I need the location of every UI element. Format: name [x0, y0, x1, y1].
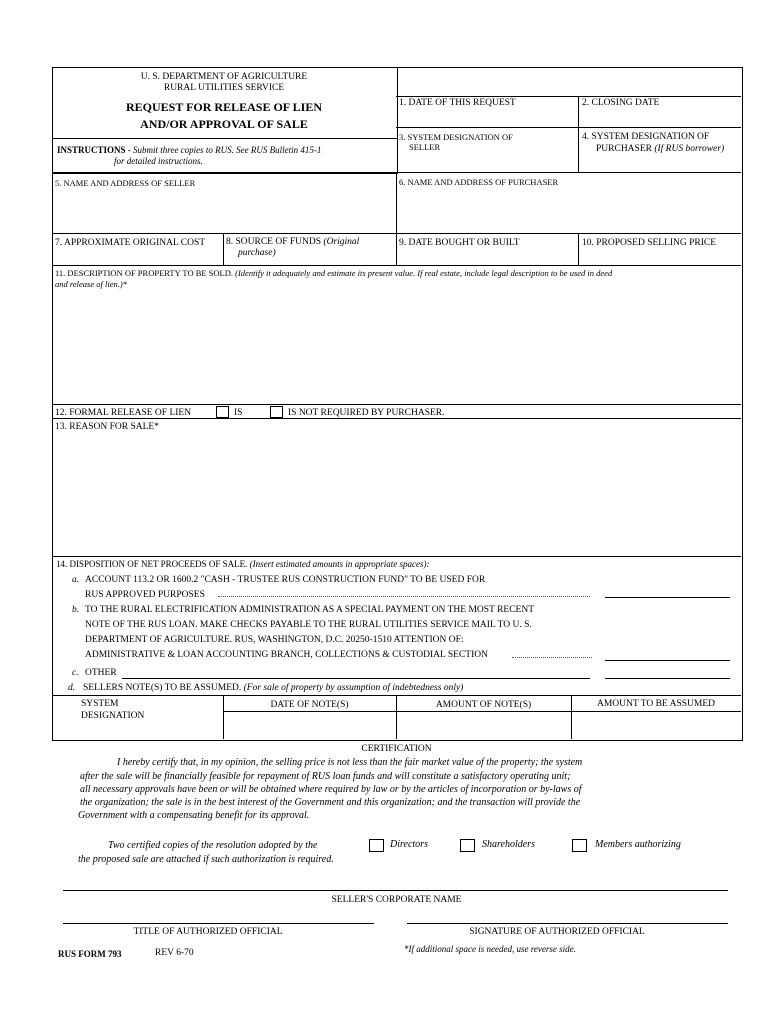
form-revision: REV 6-70: [155, 948, 194, 958]
disposition-d-label: d.: [68, 683, 76, 693]
instructions-cont: for detailed instructions.: [114, 156, 203, 166]
field-reason-for-sale[interactable]: 13. REASON FOR SALE*: [55, 422, 159, 432]
field-seller-name-address[interactable]: 5. NAME AND ADDRESS OF SELLER: [55, 178, 196, 188]
notes-col-system-cont: DESIGNATION: [81, 711, 145, 721]
certification-heading: CERTIFICATION: [361, 744, 432, 754]
shareholders-checkbox[interactable]: [460, 839, 475, 852]
disposition-c-label: c.: [72, 668, 79, 678]
field-source-of-funds-cont: purchase): [238, 248, 276, 258]
disposition-c-text: OTHER: [85, 668, 117, 678]
footnote: *If additional space is needed, use reverse side.: [404, 944, 576, 954]
resolution-text2: the proposed sale are attached if such authorization is required.: [78, 854, 334, 865]
form-title-line2: AND/OR APPROVAL OF SALE: [140, 117, 308, 131]
notes-col-system: SYSTEM: [81, 699, 119, 709]
field-source-of-funds[interactable]: 8. SOURCE OF FUNDS (Original: [226, 237, 360, 247]
official-title-line[interactable]: [63, 923, 374, 924]
disposition-a-label: a.: [72, 575, 80, 585]
field-seller-designation-cont: SELLER: [409, 142, 441, 152]
official-title-label: TITLE OF AUTHORIZED OFFICIAL: [133, 927, 283, 937]
field-proposed-price[interactable]: 10. PROPOSED SELLING PRICE: [582, 238, 717, 248]
field-seller-designation[interactable]: 3. SYSTEM DESIGNATION OF: [399, 132, 513, 142]
release-is-not-checkbox[interactable]: [270, 406, 283, 418]
other-line[interactable]: [122, 678, 590, 679]
certification-line4: the organization; the sale is in the best interest of the Government and this organization; and the transaction will provide the: [80, 797, 581, 808]
disposition-a-text-cont: RUS APPROVED PURPOSES: [85, 590, 205, 600]
field-date-of-request[interactable]: 1. DATE OF THIS REQUEST: [399, 98, 516, 108]
signature-label: SIGNATURE OF AUTHORIZED OFFICIAL: [469, 927, 645, 937]
disposition-d-text: SELLERS NOTE(S) TO BE ASSUMED. (For sale of property by assumption of indebtedness only): [83, 683, 464, 693]
directors-checkbox[interactable]: [369, 839, 384, 852]
service-name: RURAL UTILITIES SERVICE: [163, 83, 285, 93]
amount-b-line[interactable]: [605, 660, 730, 661]
instructions: INSTRUCTIONS - Submit three copies to RUS. See RUS Bulletin 415-1: [57, 145, 322, 155]
field-date-bought[interactable]: 9. DATE BOUGHT OR BUILT: [399, 238, 520, 248]
directors-label: Directors: [390, 839, 428, 850]
corporate-name-line[interactable]: [63, 890, 728, 891]
notes-col-amount: AMOUNT OF NOTE(S): [435, 700, 532, 710]
disposition-b-text1: TO THE RURAL ELECTRIFICATION ADMINISTRATION AS A SPECIAL PAYMENT ON THE MOST RECENT: [85, 605, 535, 615]
corporate-name-label: SELLER'S CORPORATE NAME: [331, 895, 462, 905]
field-property-description-cont: and release of lien.)*: [55, 279, 127, 289]
field-formal-release: 12. FORMAL RELEASE OF LIEN: [55, 408, 192, 418]
certification-line2: after the sale will be financially feasible for repayment of RUS loan funds and will constitute a satisfactory operating unit;: [80, 771, 571, 782]
notes-col-date: DATE OF NOTE(S): [270, 700, 349, 710]
field-purchaser-designation[interactable]: 4. SYSTEM DESIGNATION OF: [582, 132, 710, 142]
certification-line5: Government with a compensating benefit for its approval.: [78, 810, 310, 821]
field-purchaser-designation-cont: PURCHASER (If RUS borrower): [596, 144, 725, 154]
certification-line1: I hereby certify that, in my opinion, the selling price is not less than the fair market value of the property; the system: [117, 757, 583, 768]
disposition-heading: 14. DISPOSITION OF NET PROCEEDS OF SALE. (Insert estimated amounts in appropriate spaces):: [56, 559, 430, 569]
field-purchaser-name-address[interactable]: 6. NAME AND ADDRESS OF PURCHASER: [399, 177, 559, 187]
disposition-a-text: ACCOUNT 113.2 OR 1600.2 "CASH - TRUSTEE RUS CONSTRUCTION FUND" TO BE USED FOR: [85, 575, 486, 585]
field-closing-date[interactable]: 2. CLOSING DATE: [582, 98, 660, 108]
amount-c-line[interactable]: [605, 678, 730, 679]
members-label: Members authorizing: [595, 839, 681, 850]
agency-name: U. S. DEPARTMENT OF AGRICULTURE: [140, 72, 308, 82]
release-is-checkbox[interactable]: [216, 406, 229, 418]
field-property-description[interactable]: 11. DESCRIPTION OF PROPERTY TO BE SOLD. (Identify it adequately and estimate its present value. If real estate, include legal description to be used in deed: [55, 268, 613, 278]
form-title-line1: REQUEST FOR RELEASE OF LIEN: [125, 100, 323, 114]
release-is-label: IS: [234, 408, 243, 418]
shareholders-label: Shareholders: [482, 839, 535, 850]
field-original-cost[interactable]: 7. APPROXIMATE ORIGINAL COST: [55, 238, 206, 248]
release-is-not-label: IS NOT REQUIRED BY PURCHASER.: [288, 408, 445, 418]
signature-line[interactable]: [407, 923, 728, 924]
amount-a-line[interactable]: [605, 597, 730, 598]
notes-col-assumed: AMOUNT TO BE ASSUMED: [597, 699, 715, 709]
disposition-b-label: b.: [72, 605, 80, 615]
disposition-b-text2: NOTE OF THE RUS LOAN. MAKE CHECKS PAYABLE TO THE RURAL UTILITIES SERVICE MAIL TO U. S.: [85, 620, 532, 630]
disposition-b-text4: ADMINISTRATIVE & LOAN ACCOUNTING BRANCH, COLLECTIONS & CUSTODIAL SECTION: [85, 650, 488, 660]
resolution-text1: Two certified copies of the resolution adopted by the: [108, 840, 318, 851]
form-number: RUS FORM 793: [58, 949, 122, 959]
members-checkbox[interactable]: [572, 839, 587, 852]
disposition-b-text3: DEPARTMENT OF AGRICULTURE. RUS, WASHINGTON, D.C. 20250-1510 ATTENTION OF:: [85, 635, 464, 645]
certification-line3: all necessary approvals have been or will be obtained where required by law or by the articles of incorporation or by-laws of: [80, 784, 582, 795]
